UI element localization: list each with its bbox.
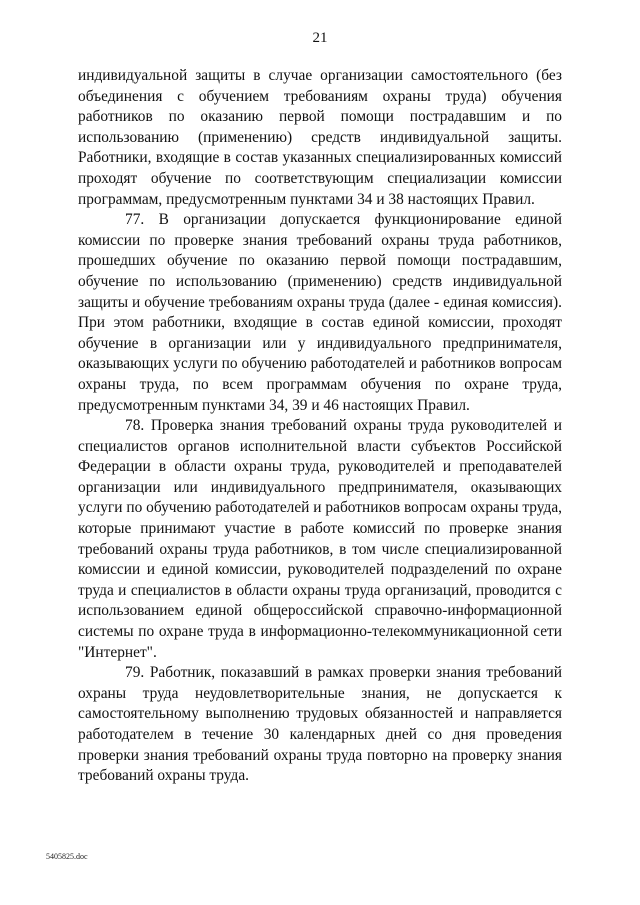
paragraph-79: 79. Работник, показавший в рамках проверки знания требований охраны труда неудовлетворительные знания, не допускается к самостоятельному выполнению трудовых обязанностей и направляется работодателем в течение 30 календарных дней со дня проведения проверки знания требований охраны труда повторно на проверку знания требований охраны труда.: [78, 664, 562, 785]
paragraph-78: 78. Проверка знания требований охраны труда руководителей и специалистов органов исполнительной власти субъектов Российской Федерации в области охраны труда, руководителей и преподавателей организации или индивидуального предпринимателя, оказывающих услуги по обучению работодателей и работников вопросам охраны труда, которые принимают участие в работе комиссий по проверке знания требований охраны труда работников, в том числе специализированной комиссии и единой комиссии, руководителей подразделений по охране труда и специалистов в области охраны труда организаций, проводится с использованием единой общероссийской справочно-информационной системы по охране труда в информационно-телекоммуникационной сети "Интернет".: [78, 417, 562, 661]
paragraph-77: 77. В организации допускается функционирование единой комиссии по проверке знания требований охраны труда работников, прошедших обучение по оказанию первой помощи пострадавшим, обучение по использованию (применению) средств индивидуальной защиты и обучение требованиям охраны труда (далее - единая комиссия). При этом работники, входящие в состав единой комиссии, проходят обучение в организации или у индивидуального предпринимателя, оказывающих услуги по обучению работодателей и работников вопросам охраны труда, по всем программам обучения по охране труда, предусмотренным пунктами 34, 39 и 46 настоящих Правил.: [78, 211, 562, 414]
document-body: [78, 66, 562, 787]
document-file-reference: 5405825.doc: [46, 852, 88, 861]
page-number: 21: [312, 30, 328, 46]
paragraph-continuation: индивидуальной защиты в случае организации самостоятельного (без объединения с обучением требованиям охраны труда) обучения работников по оказанию первой помощи пострадавшим и по использованию (применению) средств индивидуальной защиты. Работники, входящие в состав указанных специализированных комиссий проходят обучение по соответствующим специализации комиссии программам, предусмотренным пунктами 34 и 38 настоящих Правил.: [78, 67, 562, 208]
